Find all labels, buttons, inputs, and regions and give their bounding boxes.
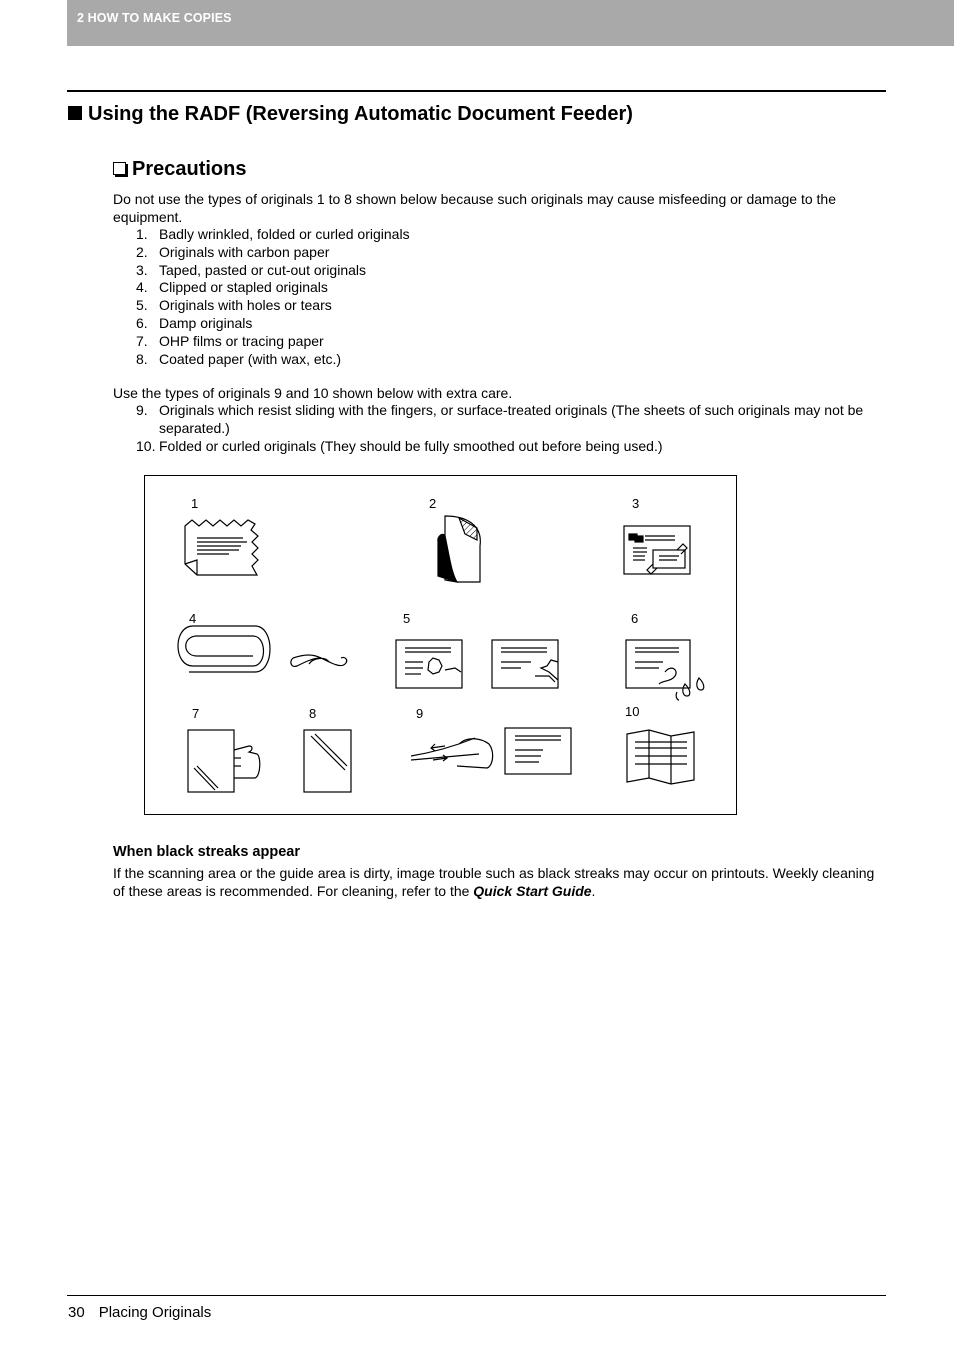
wrinkled-sheet-drawing: [185, 520, 258, 575]
care-list: [136, 402, 886, 455]
figure-label-7: 7: [192, 706, 200, 721]
list-item: 5. Originals with holes or tears: [136, 297, 332, 314]
chapter-header-title: 2 HOW TO MAKE COPIES: [77, 11, 232, 25]
avoid-list: [136, 226, 886, 368]
list-item: 9. Originals which resist sliding with the fingers, or surface-treated originals (The sheets of such originals may not be separated.): [136, 402, 864, 436]
intro-paragraph: Do not use the types of originals 1 to 8 shown below because such originals may cause misfeeding or damage to the equipment.: [113, 191, 836, 225]
list-item: 7. OHP films or tracing paper: [136, 332, 324, 349]
taped-sheet-drawing: [624, 526, 690, 574]
footer-divider: [67, 1295, 886, 1296]
figure-label-4: 4: [189, 611, 197, 626]
chapter-header-bar: [67, 0, 954, 46]
figure-label-3: 3: [632, 496, 640, 511]
list-item: 4. Clipped or stapled originals: [136, 279, 328, 296]
coated-paper-drawing: [304, 730, 351, 792]
list-item: 3. Taped, pasted or cut-out originals: [136, 261, 367, 278]
originals-drawings: [145, 476, 736, 814]
care-intro-paragraph: Use the types of originals 9 and 10 shown below with extra care.: [113, 385, 513, 401]
paper-clip-drawing: [178, 626, 347, 672]
figure-label-8: 8: [309, 706, 317, 721]
carbon-paper-drawing: [438, 516, 480, 582]
figure-label-6: 6: [631, 611, 639, 626]
list-item: 6. Damp originals: [136, 314, 253, 331]
figure-label-9: 9: [416, 706, 424, 721]
list-item: 8. Coated paper (with wax, etc.): [136, 350, 342, 367]
footer-title: Placing Originals: [98, 1304, 212, 1321]
folded-sheet-drawing: [627, 730, 694, 784]
subsection-heading-text: Precautions: [132, 158, 247, 180]
figure-label-2: 2: [429, 496, 437, 511]
quick-start-guide-reference: Quick Start Guide: [473, 882, 592, 899]
page-number: 30: [68, 1304, 85, 1321]
empty-checkbox-icon: [113, 162, 126, 175]
originals-illustration: [144, 475, 737, 815]
figure-label-5: 5: [403, 611, 411, 626]
sliding-hand-drawing: [411, 728, 571, 774]
section-heading: [68, 103, 633, 126]
ohp-film-drawing: [188, 730, 260, 792]
section-heading-text: Using the RADF (Reversing Automatic Document Feeder): [88, 103, 633, 125]
figure-label-10: 10: [625, 704, 640, 719]
list-item: 2. Originals with carbon paper: [136, 243, 330, 260]
filled-square-icon: [68, 106, 82, 120]
subsection-heading: [113, 158, 246, 181]
black-streaks-heading: When black streaks appear: [113, 844, 300, 860]
list-item: 10. Folded or curled originals (They should be fully smoothed out before being used.): [136, 437, 663, 454]
list-item: 1. Badly wrinkled, folded or curled originals: [136, 226, 410, 242]
section-divider: [67, 90, 886, 92]
damp-sheet-drawing: [626, 640, 704, 700]
black-streaks-paragraph: If the scanning area or the guide area is dirty, image trouble such as black streaks may occur on printouts. Weekly cleaning of these areas is recommended. For cleaning, refer to the Quick Start Guide.: [113, 865, 875, 899]
torn-sheet-drawing: [396, 640, 558, 688]
page-footer: [68, 1304, 211, 1321]
figure-label-1: 1: [191, 496, 199, 511]
